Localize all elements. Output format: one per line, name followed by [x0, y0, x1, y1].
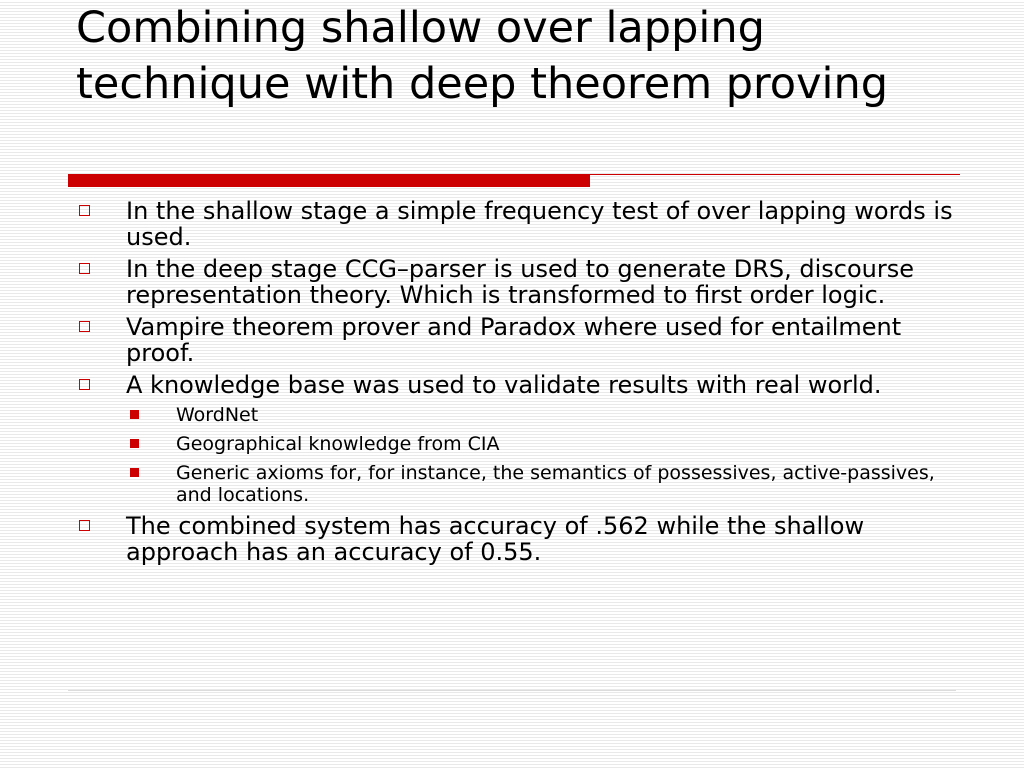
bullet-item	[0, 513, 1024, 565]
sub-bullet-text: Generic axioms for, for instance, the semantics of possessives, active-passives, and locations.	[176, 462, 935, 506]
title-divider	[68, 174, 960, 188]
bullet-item	[0, 256, 1024, 308]
bullet-text: A knowledge base was used to validate results with real world.	[126, 371, 882, 399]
title-divider-thick	[68, 174, 590, 187]
filled-square-bullet-icon	[130, 439, 139, 448]
bullet-item	[0, 198, 1024, 250]
hollow-square-bullet-icon	[79, 321, 90, 332]
hollow-square-bullet-icon	[79, 263, 90, 274]
sub-bullet-item	[0, 433, 1024, 455]
sub-bullet-item	[0, 404, 1024, 426]
footer-divider	[68, 690, 956, 691]
sub-bullet-text: Geographical knowledge from CIA	[176, 433, 500, 455]
sub-bullet-item	[0, 462, 1024, 506]
hollow-square-bullet-icon	[79, 205, 90, 216]
bullet-text: The combined system has accuracy of .562 while the shallow approach has an accuracy of 0.55.	[126, 512, 865, 566]
sub-bullet-text: WordNet	[176, 404, 259, 426]
bullet-text: Vampire theorem prover and Paradox where used for entailment proof.	[126, 313, 902, 367]
filled-square-bullet-icon	[130, 468, 139, 477]
hollow-square-bullet-icon	[79, 379, 90, 390]
filled-square-bullet-icon	[130, 410, 139, 419]
bullet-item	[0, 314, 1024, 366]
slide-body	[0, 198, 1024, 571]
bullet-text: In the deep stage CCG–parser is used to generate DRS, discourse representation theory. Which is transformed to first order logic.	[126, 255, 915, 309]
title-divider-thin	[590, 174, 960, 175]
slide-title: Combining shallow over lapping technique with deep theorem proving	[76, 3, 889, 109]
hollow-square-bullet-icon	[79, 520, 90, 531]
bullet-text: In the shallow stage a simple frequency test of over lapping words is used.	[126, 197, 953, 251]
bullet-item	[0, 372, 1024, 398]
